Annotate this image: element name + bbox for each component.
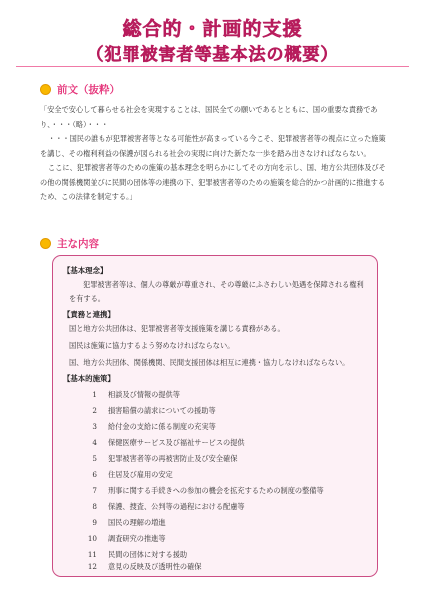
- measure-text: 住居及び雇用の安定: [108, 470, 173, 479]
- page-title: 総合的・計画的支援: [122, 18, 303, 40]
- measure-item: [75, 550, 187, 560]
- measure-number: 3: [92, 422, 97, 431]
- measure-text: 調査研究の推進等: [108, 534, 166, 543]
- measure-number: 9: [92, 518, 97, 527]
- preamble-paragraph: ・・・国民の誰もが犯罪被害者等となる可能性が高まっている今こそ、犯罪被害者等の視点に立った施策を講じ、その権利利益の保護が図られる社会の実現に向けた新たな一歩を踏み出さなければならない。: [40, 134, 386, 158]
- measure-number: 4: [92, 438, 97, 447]
- measure-number: 6: [92, 470, 97, 479]
- page-subtitle: （犯罪被害者等基本法の概要）: [86, 45, 339, 65]
- measure-item: [75, 422, 216, 432]
- measure-number: 11: [87, 550, 97, 559]
- measure-text: 犯罪被害者等の再被害防止及び安全確保: [108, 454, 238, 463]
- measures-label: 【基本的施策】: [63, 374, 115, 383]
- main-content-heading-label: 主な内容: [57, 238, 99, 250]
- preamble-paragraph: 「安全で安心して暮らせる社会を実現することは、国民全ての願いであるとともに、国の重要な責務であり、・・・（略）・・・: [40, 105, 378, 129]
- measure-number: 2: [92, 406, 97, 415]
- duties-line: 国、地方公共団体、関係機関、民間支援団体は相互に連携・協力しなければならない。: [69, 358, 350, 367]
- title-divider: [16, 66, 409, 67]
- measure-text: 給付金の支給に係る制度の充実等: [108, 422, 216, 431]
- measure-text: 損害賠償の請求についての援助等: [108, 406, 216, 415]
- preamble-heading-label: 前文（抜粋）: [57, 84, 120, 96]
- measure-number: 8: [92, 502, 97, 511]
- measure-text: 保健医療サービス及び福祉サービスの提供: [108, 438, 245, 447]
- measure-item: [75, 470, 173, 480]
- main-content-box: [52, 255, 378, 577]
- main-content-heading: [40, 236, 99, 251]
- measure-text: 民間の団体に対する援助: [108, 550, 188, 559]
- preamble-paragraph: ここに、犯罪被害者等のための施策の基本理念を明らかにしてその方向を示し、国、地方公共団体及びその他の関係機関並びに民間の団体等の連携の下、犯罪被害者等のための施策を総合的かつ計画的に推進するため、この法律を制定する。」: [40, 163, 386, 201]
- measure-number: 12: [87, 562, 97, 571]
- measure-item: [75, 518, 166, 528]
- bullet-circle-icon: [40, 238, 51, 249]
- measure-text: 国民の理解の増進: [108, 518, 166, 527]
- measure-item: [75, 562, 201, 572]
- measure-text: 刑事に関する手続きへの参加の機会を拡充するための制度の整備等: [108, 486, 324, 495]
- measure-item: [75, 454, 237, 464]
- measure-item: [75, 534, 166, 544]
- measure-item: [75, 406, 216, 416]
- measure-text: 意見の反映及び透明性の確保: [108, 562, 202, 571]
- duties-line: 国民は施策に協力するよう努めなければならない。: [69, 341, 235, 350]
- measure-number: 10: [87, 534, 97, 543]
- duties-label: 【責務と連携】: [63, 310, 115, 319]
- measure-text: 相談及び情報の提供等: [108, 390, 180, 399]
- basic-principle-text: 犯罪被害者等は、個人の尊厳が尊重され、その尊厳にふさわしい処遇を保障される権利を有する。: [69, 280, 364, 303]
- measure-number: 5: [92, 454, 97, 463]
- basic-principle-label: 【基本理念】: [63, 266, 108, 275]
- measure-number: 1: [92, 390, 97, 399]
- preamble-text: [40, 103, 392, 205]
- bullet-circle-icon: [40, 84, 51, 95]
- measure-text: 保護、捜査、公判等の過程における配慮等: [108, 502, 245, 511]
- measure-number: 7: [92, 486, 97, 495]
- measure-item: [75, 502, 245, 512]
- measure-item: [75, 486, 324, 496]
- measure-item: [75, 438, 245, 448]
- measure-item: [75, 390, 180, 400]
- preamble-heading: [40, 82, 120, 97]
- duties-line: 国と地方公共団体は、犯罪被害者等支援施策を講じる責務がある。: [69, 324, 285, 333]
